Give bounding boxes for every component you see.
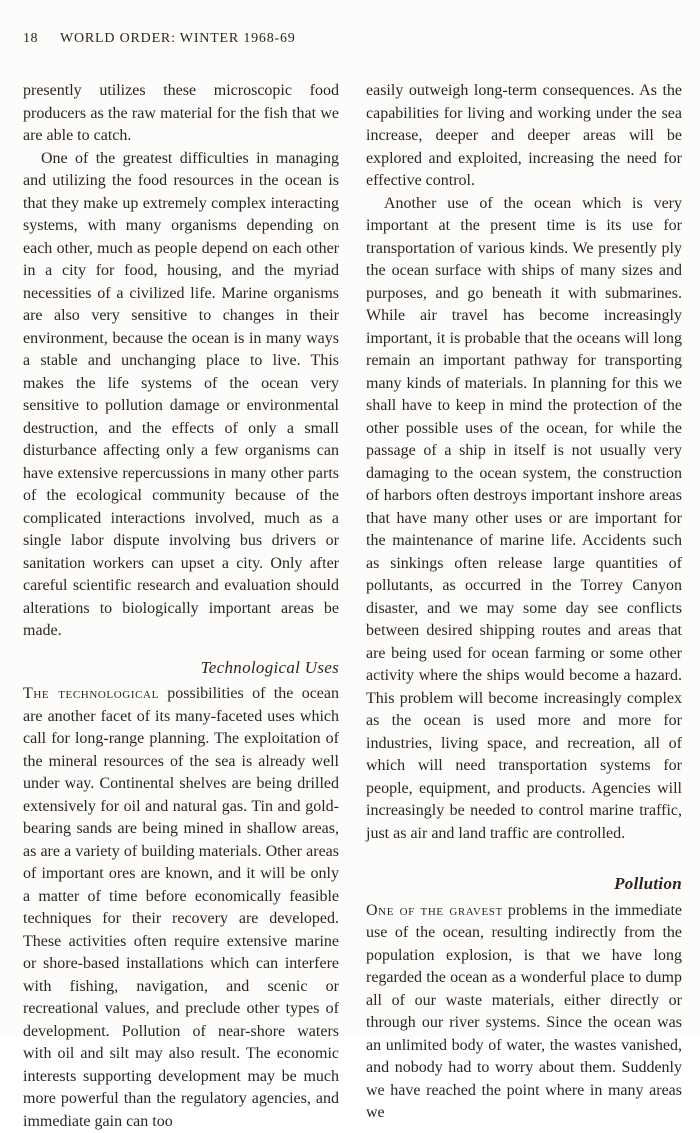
section-heading-pollution: Pollution xyxy=(614,874,682,893)
paragraph: presently utilizes these microscopic food producers as the raw material for the fish that we are able to catch. xyxy=(23,82,339,144)
section-heading-technological-uses: Technological Uses xyxy=(200,657,339,677)
left-column xyxy=(23,80,339,1133)
paragraph-body: problems in the immediate use of the ocean, resulting indirectly from the population explosion, is that we have long regarded the ocean as a wonderful place to dump all of our waste materials, either directly or through our river systems. Since the ocean was an unlimited body of water, the wastes vanished, and nobody had to worry about them. Suddenly we have reached the point where in many areas we xyxy=(366,901,682,1121)
right-column xyxy=(366,80,682,1125)
journal-title: WORLD ORDER: WINTER 1968-69 xyxy=(60,31,296,46)
running-head xyxy=(23,31,296,47)
paragraph: easily outweigh long-term consequences. As the capabilities for living and working under the sea increase, deeper and deeper areas will be explored and exploited, increasing the need for effective control. xyxy=(366,82,682,189)
paragraph xyxy=(366,900,682,1125)
paragraph-lead-in: The technological xyxy=(23,685,159,702)
paragraph: Another use of the ocean which is very important at the present time is its use for transportation of various kinds. We presently ply the ocean surface with ships of many sizes and purposes, and go beneath it with submarines. While air travel has become increasingly important, it is probable that the oceans will long remain an important pathway for transporting many kinds of materials. In planning for this we shall have to keep in mind the protection of the other possible uses of the ocean, for while the passage of a ship in itself is not usually very damaging to the ocean system, the construction of harbors often destroys important inshore areas that have many other uses or are important for the maintenance of marine life. Accidents such as sinkings often release large quantities of pollutants, as occurred in the Torrey Canyon disaster, and we may some day see conflicts between desired shipping routes and areas that are being used for ocean farming or some other activity where the ships would become a hazard. This problem will become increasingly complex as the ocean is used more and more for industries, living space, and recreation, all of which will need transportation systems for people, equipment, and products. Agencies will increasingly be needed to control marine traffic, just as air and land traffic are controlled. xyxy=(366,194,682,842)
paragraph: One of the greatest difficulties in managing and utilizing the food resources in the ocean is that they make up extremely complex interacting systems, with many organisms depending on each other, much as people depend on each other in a city for food, housing, and the myriad necessities of a civilized life. Marine organisms are also very sensitive to changes in their environment, because the ocean is in many ways a stable and unchanging place to live. This makes the life systems of the ocean very sensitive to pollution damage or environmental destruction, and the effects of only a small disturbance affecting only a few organisms can have extensive repercussions in many other parts of the ecological community because of the complicated interactions involved, much as a single labor dispute involving bus drivers or sanitation workers can upset a city. Only after careful scientific research and evaluation should alterations to biologically important areas be made. xyxy=(23,149,339,639)
page-number: 18 xyxy=(23,31,38,46)
paragraph xyxy=(23,683,339,1133)
paragraph-body: possibilities of the ocean are another facet of its many-faceted uses which call for long-range planning. The exploitation of the mineral resources of the sea is already well under way. Continental shelves are being drilled extensively for oil and natural gas. Tin and gold-bearing sands are being mined in shallow areas, as are a variety of building materials. Other areas of important ores are known, and it will be only a matter of time before economically feasible techniques for their recovery are developed. These activities often require extensive marine or shore-based installations which can interfere with fishing, navigation, and scenic or recreational values, and preclude other types of development. Pollution of near-shore waters with oil and silt may also result. The economic interests supporting development may be much more powerful than the regulatory agencies, and immediate gain can too xyxy=(23,685,339,1130)
paragraph-lead-in: One of the gravest xyxy=(366,901,503,919)
